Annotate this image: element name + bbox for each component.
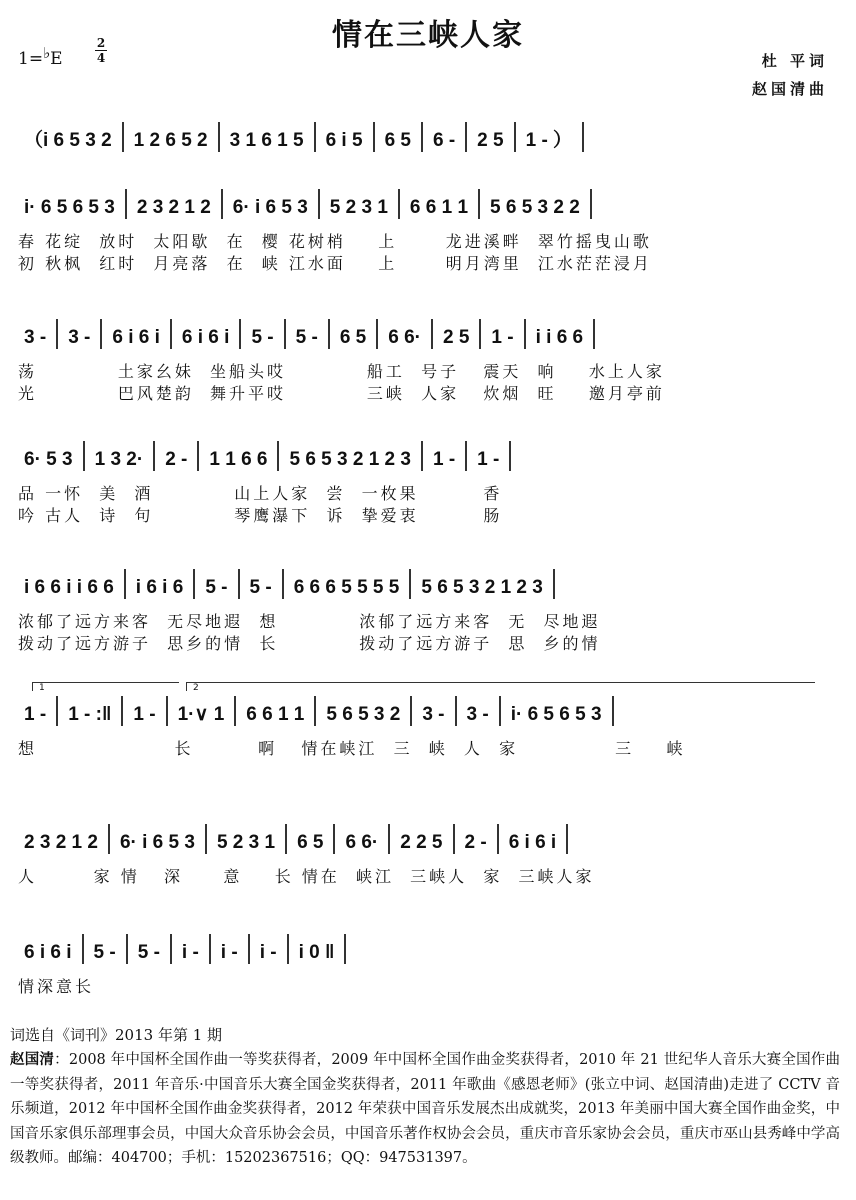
measure: 5 6 5 3 2 2	[478, 189, 592, 219]
measure: 6 i 6 i	[100, 319, 170, 349]
measure: 6 5	[328, 319, 376, 349]
lyrics-line: 初 秋枫 红时 月亮落 在 峡 江水面 上 明月湾里 江水茫茫浸月	[18, 254, 652, 273]
measure: 5 -	[284, 319, 328, 349]
score-system	[18, 118, 828, 152]
measure: 1 -	[24, 704, 47, 725]
measure: 5 -	[239, 319, 283, 349]
notes-row	[18, 118, 828, 152]
lyrics-line: 吟 古人 诗 句 琴鹰瀑下 诉 挚爱衷 肠	[18, 506, 503, 525]
measure: i 0 ‖	[287, 934, 347, 964]
measure: 1 -	[479, 319, 523, 349]
lyrics-source: 词选自《词刊》2013 年第 1 期	[10, 1026, 223, 1044]
lyrics-line: 春 花绽 放时 太阳歇 在 樱 花树梢 上 龙进溪畔 翠竹摇曳山歌	[18, 232, 652, 251]
lyrics-line: 想 长 啊 情在峡江 三 峡 人 家 三 峡	[18, 739, 686, 758]
measure: 6· i 6 5 3	[221, 189, 318, 219]
meter-bottom: 4	[96, 51, 106, 65]
notes-row	[18, 692, 828, 726]
song-title: 情在三峡人家	[332, 18, 524, 53]
time-signature	[95, 36, 107, 65]
measure: 5 -	[82, 934, 126, 964]
measure: i· 6 5 6 5 3	[499, 696, 614, 726]
measure: 1 -	[421, 441, 465, 471]
lyrics-line: 情深意长	[18, 977, 95, 996]
score-system	[18, 437, 828, 525]
measure: 1 - :‖	[56, 696, 121, 726]
measure: 3 1 6 1 5	[218, 122, 314, 152]
measure: 6 6·	[376, 319, 431, 349]
measure: 1 - ）	[514, 122, 584, 152]
measure: 6 6·	[333, 824, 388, 854]
measure: 6 i 6 i	[24, 942, 72, 963]
measure: 5 -	[238, 569, 282, 599]
measure: 5 6 5 3 2 1 2 3	[409, 569, 555, 599]
score-system	[18, 315, 828, 403]
composer-bio	[10, 1048, 840, 1171]
measure: i -	[209, 934, 248, 964]
key-signature	[18, 44, 63, 69]
notes-row	[18, 185, 828, 219]
score-system	[18, 185, 828, 273]
measure: 2 5	[431, 319, 479, 349]
measure: i 6 i 6	[124, 569, 194, 599]
measure: 1 -	[121, 696, 165, 726]
notes-row	[18, 437, 828, 471]
composer-credit: 赵国清曲	[751, 80, 828, 98]
lyricist-credit: 杜 平词	[761, 52, 828, 70]
volta-1-bracket: 1	[32, 682, 179, 691]
lyrics-line: 拨动了远方游子 思乡的情 长 拨动了远方游子 思 乡的情	[18, 634, 601, 653]
measure: 5 -	[193, 569, 237, 599]
lyrics-line: 品 一怀 美 酒 山上人家 尝 一枚果 香	[18, 484, 503, 503]
measure: i 6 6 i i 6 6	[24, 577, 114, 598]
flat-icon: ♭	[43, 44, 51, 62]
measure: （i 6 5 3 2	[24, 130, 112, 151]
measure: 6 i 5	[314, 122, 373, 152]
measure: 5 -	[126, 934, 170, 964]
measure: 6 i 6 i	[170, 319, 240, 349]
key-note: E	[50, 49, 63, 69]
measure: 3 -	[410, 696, 454, 726]
notes-row	[18, 315, 828, 349]
volta-2-bracket: 2	[186, 682, 815, 691]
measure: 6 5	[285, 824, 333, 854]
score-system	[18, 820, 828, 886]
lyrics-line: 荡 土家幺妹 坐船头哎 船工 号子 震天 响 水上人家	[18, 362, 665, 381]
measure: 1 3 2·	[83, 441, 154, 471]
measure: 2 5	[465, 122, 513, 152]
measure: 5 6 5 3 2	[314, 696, 410, 726]
measure: i -	[248, 934, 287, 964]
measure: 1 2 6 5 2	[122, 122, 218, 152]
measure: 3 -	[56, 319, 100, 349]
measure: i i 6 6	[524, 319, 596, 349]
measure: 5 6 5 3 2 1 2 3	[277, 441, 421, 471]
measure: 6 6 6 5 5 5 5	[282, 569, 410, 599]
score-system	[18, 683, 828, 758]
measure: 6· i 6 5 3	[108, 824, 205, 854]
measure: 2 3 2 1 2	[24, 832, 98, 853]
measure: 6 -	[421, 122, 465, 152]
measure: i -	[170, 934, 209, 964]
measure: 2 -	[153, 441, 197, 471]
measure: 5 2 3 1	[318, 189, 398, 219]
lyrics-line: 光 巴风楚韵 舞升平哎 三峡 人家 炊烟 旺 邀月亭前	[18, 384, 665, 403]
measure: 6 6 1 1	[398, 189, 478, 219]
measure: 6 i 6 i	[497, 824, 569, 854]
measure: 5 2 3 1	[205, 824, 285, 854]
measure: 6 5	[373, 122, 421, 152]
measure: i· 6 5 6 5 3	[24, 197, 115, 218]
measure: 1·∨ 1	[166, 696, 235, 726]
notes-row	[18, 820, 828, 854]
meter-top: 2	[96, 36, 106, 50]
lyrics-line: 人 家 情 深 意 长 情在 峡江 三峡人 家 三峡人家	[18, 867, 595, 886]
measure: 1 -	[465, 441, 511, 471]
lyrics-line: 浓郁了远方来客 无尽地遐 想 浓郁了远方来客 无 尽地遐	[18, 612, 601, 631]
measure: 6· 5 3	[24, 449, 73, 470]
measure: 2 2 5	[388, 824, 452, 854]
measure: 6 6 1 1	[234, 696, 314, 726]
measure: 2 -	[453, 824, 497, 854]
bio-name: 赵国清	[10, 1052, 55, 1068]
measure: 3 -	[455, 696, 499, 726]
bio-text: ：2008 年中国杯全国作曲一等奖获得者，2009 年中国杯全国作曲金奖获得者，2010 年 21 世纪华人音乐大赛全国作曲一等奖获得者，2011 年音乐·中国音乐大赛全国金奖获得者，2011 年歌曲《感恩老师》(张立中词、赵国清曲)走进了 CCTV 音乐频道，2012 年中国杯全国作曲金奖获得者，2012 年荣获中国音乐发展杰出成就奖，2013 年美丽中国大赛全国作曲金奖，中国音乐家俱乐部理事会员，中国大众音乐协会会员，中国音乐著作权协会会员，重庆市音乐家协会会员，重庆市巫山县秀峰中学高级教师。邮编：404700；手机：15202367516；QQ：947531397。	[10, 1052, 841, 1166]
score-system	[18, 930, 828, 996]
notes-row	[18, 565, 828, 599]
measure: 3 -	[24, 327, 47, 348]
score-system	[18, 565, 828, 653]
notes-row	[18, 930, 828, 964]
key-label: 1=	[18, 49, 44, 69]
measure: 1 1 6 6	[197, 441, 277, 471]
measure: 2 3 2 1 2	[125, 189, 221, 219]
